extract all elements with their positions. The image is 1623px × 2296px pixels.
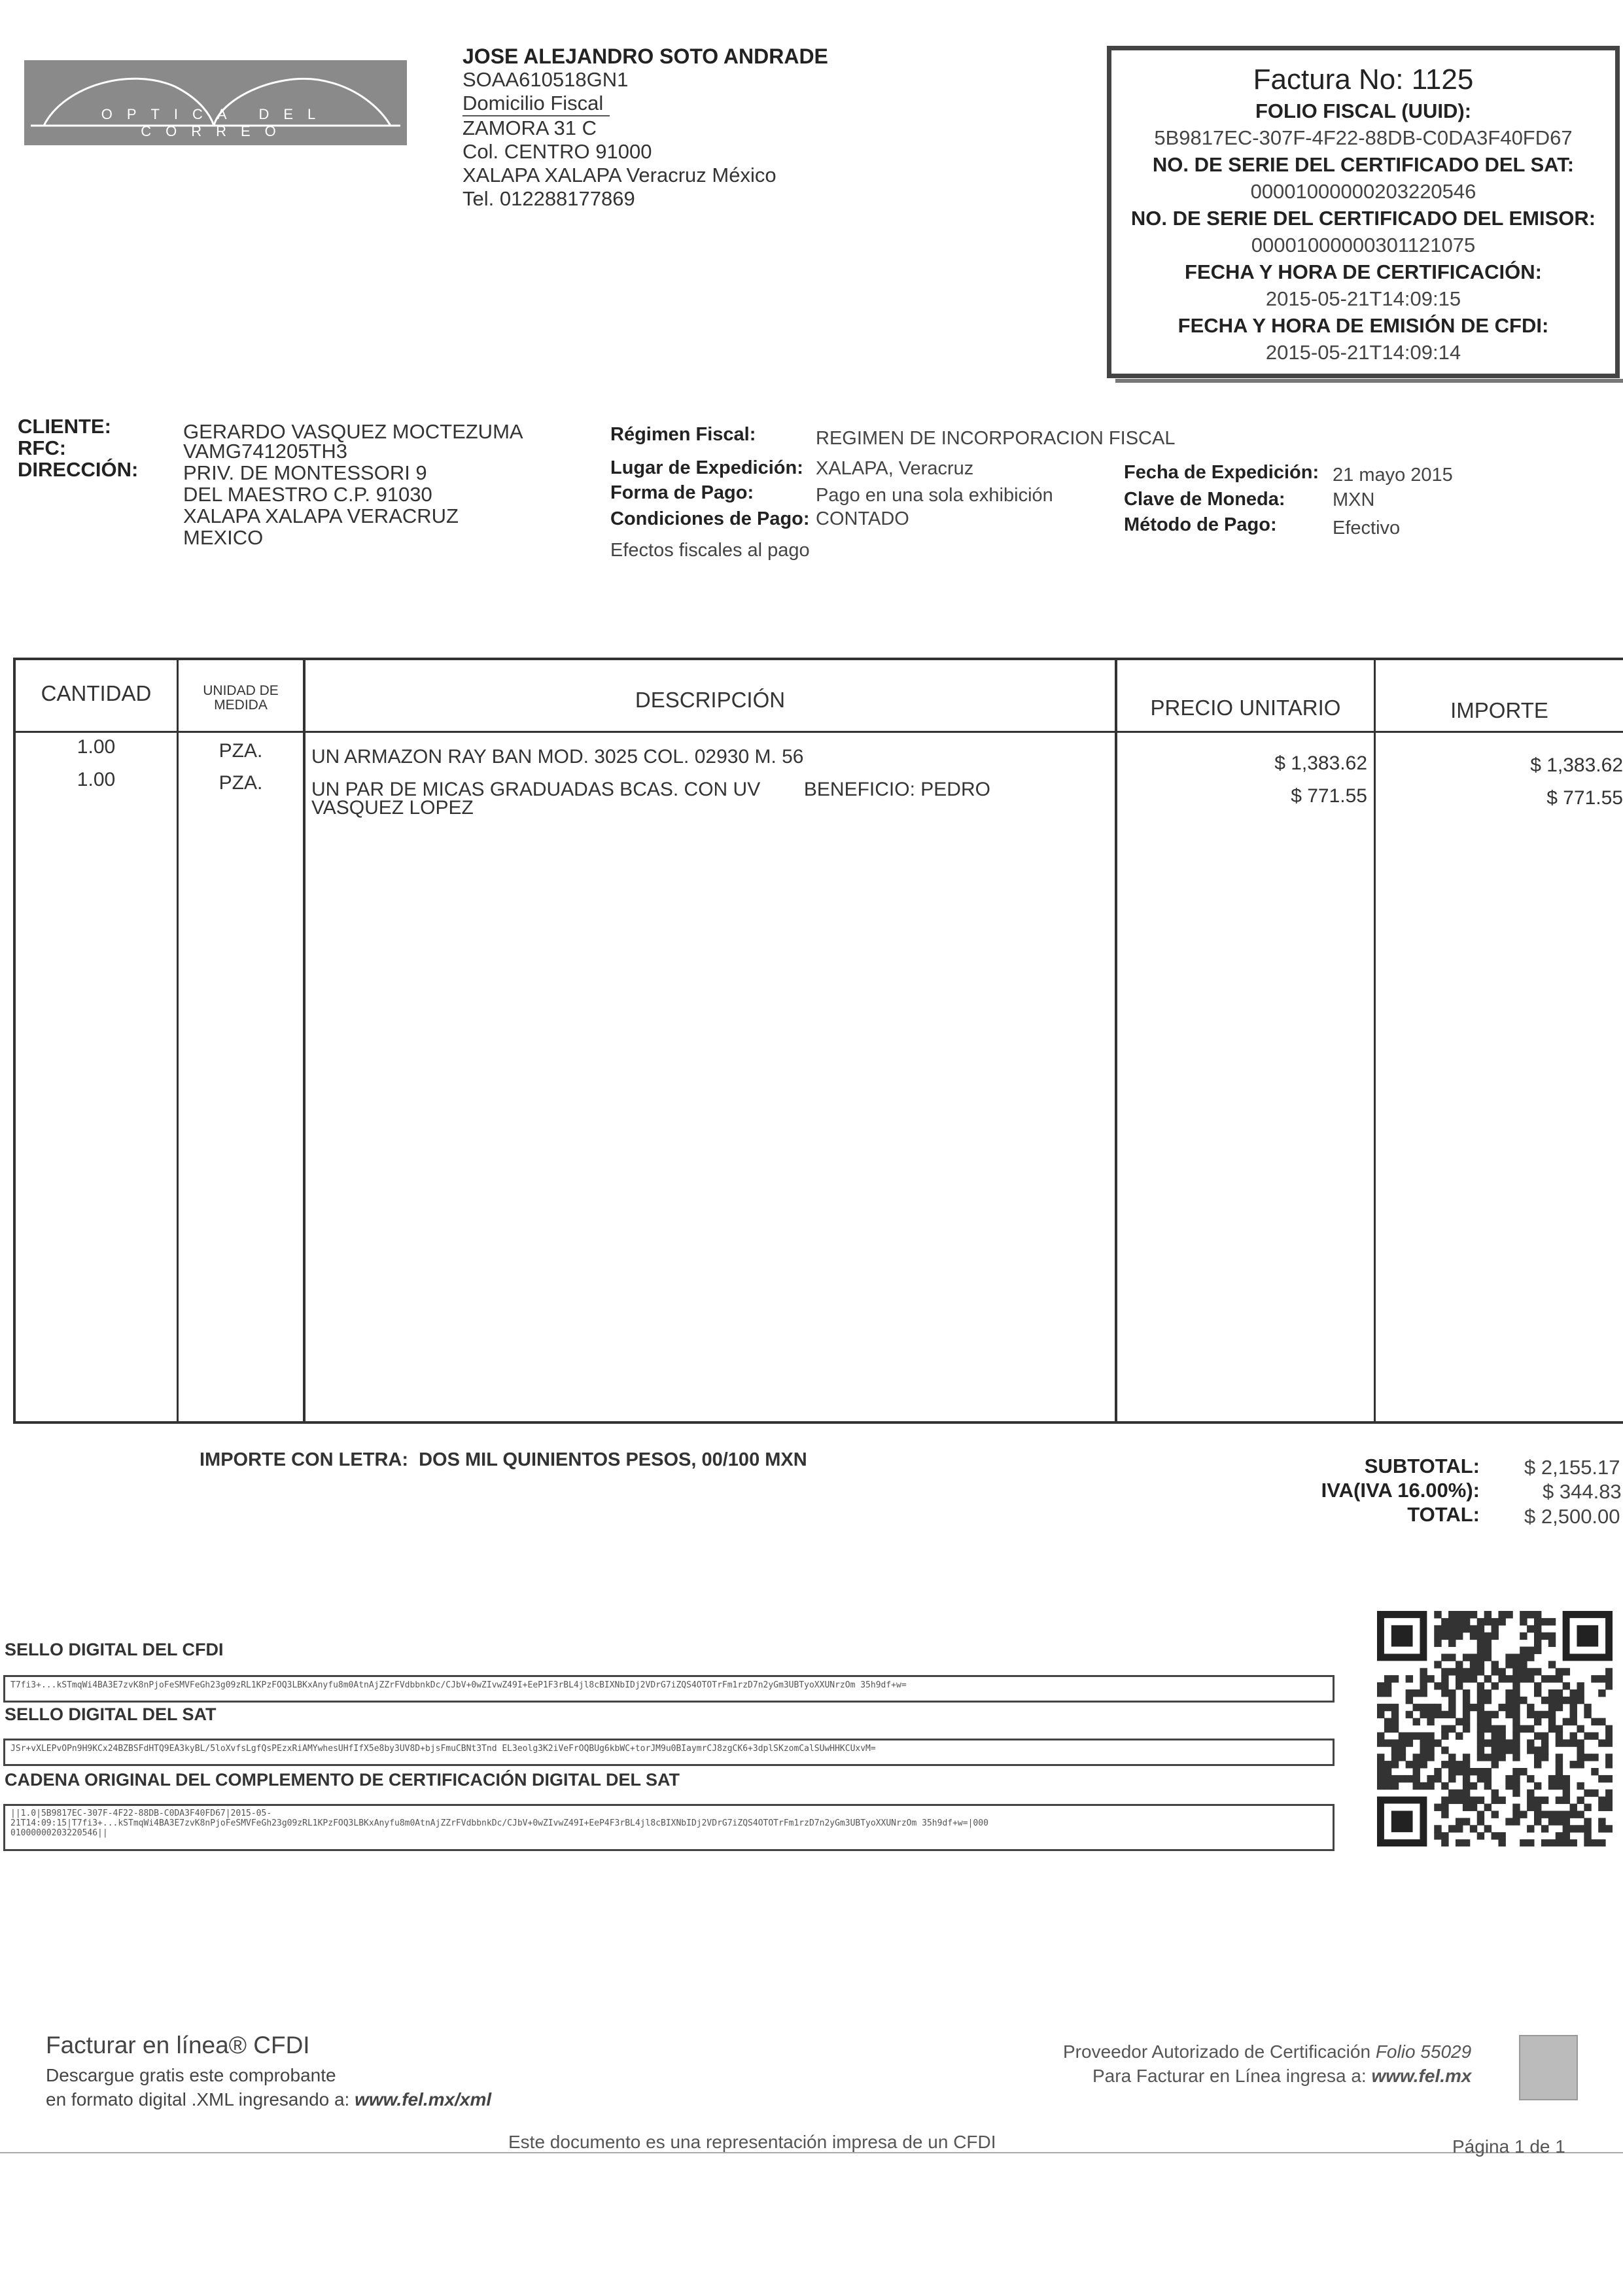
fiscal-info-box bbox=[1107, 46, 1620, 378]
condiciones-label: Condiciones de Pago: bbox=[610, 508, 810, 529]
direccion-label: DIRECCIÓN: bbox=[18, 458, 139, 481]
row-importe: $ 1,383.62 bbox=[1530, 754, 1623, 776]
issuer-block bbox=[462, 44, 828, 211]
footer-provider-folio: Folio 55029 bbox=[1375, 2041, 1472, 2062]
header-importe: IMPORTE bbox=[1450, 698, 1548, 722]
header-unidad-line1: UNIDAD DE bbox=[203, 683, 279, 698]
footer-provider-text: Proveedor Autorizado de Certificación bbox=[1063, 2041, 1376, 2062]
header-descripcion: DESCRIPCIÓN bbox=[635, 688, 786, 712]
box-shadow-line bbox=[1115, 379, 1623, 383]
company-logo bbox=[24, 60, 407, 145]
footer-desc-2 bbox=[46, 2089, 491, 2110]
footer-provider-line2-text: Para Facturar en Línea ingresa a: bbox=[1092, 2066, 1372, 2086]
cadena-line-3: 01000000203220546|| bbox=[10, 1828, 108, 1838]
footer-xml-link[interactable]: www.fel.mx/xml bbox=[355, 2089, 492, 2110]
footer-provider bbox=[1063, 2041, 1471, 2062]
footer-provider-2 bbox=[1092, 2066, 1471, 2087]
forma-label: Forma de Pago: bbox=[610, 482, 754, 503]
issuer-phone: Tel. 012288177869 bbox=[462, 187, 635, 210]
regimen-label: Régimen Fiscal: bbox=[610, 424, 756, 445]
qr-code-graphic bbox=[1377, 1611, 1613, 1846]
total-value: $ 2,500.00 bbox=[1524, 1505, 1620, 1528]
client-address-1: PRIV. DE MONTESSORI 9 bbox=[183, 461, 427, 484]
footer-pagina: Página 1 de 1 bbox=[1452, 2136, 1565, 2157]
client-name: GERARDO VASQUEZ MOCTEZUMA bbox=[183, 420, 523, 443]
subtotal-label: SUBTOTAL: bbox=[1364, 1455, 1480, 1477]
table-top-border bbox=[13, 658, 1623, 660]
cadena-original-box bbox=[3, 1804, 1335, 1851]
cadena-line-2: 21T14:09:15|T7fi3+...kSTmqWi4BA3E7zvK8nPjoFeSMVFeGh23g09zRL1KPzFOQ3LBKxAnyfu8m0AtnAjZZrFVdbbnkDc/CJbV+0wZIvwZ49I+EeP4F3rBL4jl8cBIXNbIDj2VDrG7iZQS4OTOTrFm1rzD7n2yGm3UBTyoXXUNrzOm 35h9df+w=|000 bbox=[10, 1818, 988, 1828]
client-address-4: MEXICO bbox=[183, 526, 264, 549]
subtotal-value: $ 2,155.17 bbox=[1524, 1456, 1620, 1479]
cert-emisor-label: NO. DE SERIE DEL CERTIFICADO DEL EMISOR: bbox=[1130, 207, 1596, 230]
fecha-expedicion-label: Fecha de Expedición: bbox=[1124, 462, 1319, 483]
footer-desc-2-text: en formato digital .XML ingresando a: bbox=[46, 2089, 355, 2110]
cert-sat-label: NO. DE SERIE DEL CERTIFICADO DEL SAT: bbox=[1152, 153, 1575, 176]
moneda-label: Clave de Moneda: bbox=[1124, 489, 1285, 510]
iva-label: IVA(IVA 16.00%): bbox=[1321, 1479, 1480, 1502]
fecha-emision-value: 2015-05-21T14:09:14 bbox=[1265, 341, 1461, 364]
sello-cfdi-value: T7fi3+...kSTmqWi4BA3E7zvK8nPjoFeSMVFeGh23g09zRL1KPzFOQ3LBKxAnyfu8m0AtnAjZZrFVdbbnkDc/CJbV+0wZIvwZ49I+EeP1F3rBL4jl8cBIXNbIDj2VDrG7iZQS4OTOTrFm1rzD7n2yGm3UBTyoXXUNrzOm 35h9df+w= bbox=[10, 1680, 907, 1690]
issuer-domicilio-label: Domicilio Fiscal bbox=[462, 92, 610, 116]
qr-code bbox=[1377, 1611, 1613, 1846]
row-precio: $ 1,383.62 bbox=[1274, 752, 1367, 774]
header-unidad bbox=[179, 684, 303, 713]
lugar-label: Lugar de Expedición: bbox=[610, 457, 803, 478]
folio-fiscal-label: FOLIO FISCAL (UUID): bbox=[1255, 99, 1472, 122]
row-descripcion: UN ARMAZON RAY BAN MOD. 3025 COL. 02930 M. 56 bbox=[311, 746, 804, 768]
fecha-certificacion-value: 2015-05-21T14:09:15 bbox=[1265, 287, 1461, 310]
forma-value: Pago en una sola exhibición bbox=[816, 485, 1053, 506]
folio-fiscal-value: 5B9817EC-307F-4F22-88DB-C0DA3F40FD67 bbox=[1154, 126, 1573, 149]
client-rfc: VAMG741205TH3 bbox=[183, 440, 347, 463]
sello-cfdi-title: SELLO DIGITAL DEL CFDI bbox=[5, 1640, 224, 1659]
cert-sat-value: 00001000000203220546 bbox=[1250, 180, 1476, 203]
items-table bbox=[13, 658, 1623, 1423]
regimen-value: REGIMEN DE INCORPORACION FISCAL bbox=[816, 428, 1176, 449]
cliente-label: CLIENTE: bbox=[18, 415, 111, 438]
metodo-label: Método de Pago: bbox=[1124, 514, 1277, 535]
row-precio: $ 771.55 bbox=[1291, 785, 1367, 807]
issuer-rfc: SOAA610518GN1 bbox=[462, 68, 629, 91]
sello-sat-title: SELLO DIGITAL DEL SAT bbox=[5, 1704, 217, 1724]
logo-text: OPTICA DEL CORREO bbox=[101, 106, 330, 139]
sello-sat-value: JSr+vXLEPvOPn9H9KCx24BZBSFdHTQ9EA3kyBL/5loXvfsLgfQsPEzxRiAMYwhesUHfIfX5e8by3UV8D+bjsFmuCBNt3Tnd EL3eolg3K2iVeFrOQBUg6kbWC+torJM9u0BIaymrCJ8zgCK6+3dplSKzomCalSUwHHKCUxvM= bbox=[10, 1744, 876, 1754]
sello-sat-box bbox=[3, 1739, 1335, 1766]
cadena-line-1: ||1.0|5B9817EC-307F-4F22-88DB-C0DA3F40FD67|2015-05- bbox=[10, 1809, 272, 1818]
lugar-value: XALAPA, Veracruz bbox=[816, 458, 974, 479]
fecha-emision-label: FECHA Y HORA DE EMISIÓN DE CFDI: bbox=[1178, 314, 1549, 337]
condiciones-value: CONTADO bbox=[816, 508, 909, 529]
issuer-name: JOSE ALEJANDRO SOTO ANDRADE bbox=[462, 44, 828, 68]
moneda-value: MXN bbox=[1333, 489, 1375, 510]
importe-con-letra: IMPORTE CON LETRA: DOS MIL QUINIENTOS PESOS, 00/100 MXN bbox=[200, 1449, 807, 1470]
row-unidad: PZA. bbox=[218, 740, 263, 762]
row-importe: $ 771.55 bbox=[1546, 787, 1623, 809]
col-divider-2 bbox=[303, 658, 305, 1424]
metodo-value: Efectivo bbox=[1333, 518, 1401, 539]
sello-cfdi-box bbox=[3, 1675, 1335, 1703]
row-cantidad: 1.00 bbox=[77, 769, 116, 790]
row-unidad: PZA. bbox=[218, 772, 263, 794]
invoice-number: Factura No: 1125 bbox=[1253, 63, 1474, 96]
rfc-label: RFC: bbox=[18, 436, 67, 459]
certification-seal-icon bbox=[1519, 2035, 1578, 2100]
row-descripcion: UN PAR DE MICAS GRADUADAS BCAS. CON UV BENEFICIO: PEDRO bbox=[311, 779, 990, 800]
cert-emisor-value: 00001000000301121075 bbox=[1251, 234, 1476, 256]
iva-value: $ 344.83 bbox=[1543, 1480, 1622, 1503]
row-cantidad: 1.00 bbox=[77, 736, 116, 758]
header-precio: PRECIO UNITARIO bbox=[1150, 696, 1341, 720]
fecha-certificacion-label: FECHA Y HORA DE CERTIFICACIÓN: bbox=[1185, 260, 1542, 283]
table-bottom-border bbox=[13, 1421, 1623, 1424]
footer-fel-link[interactable]: www.fel.mx bbox=[1371, 2066, 1472, 2086]
footer-brand: Facturar en línea® CFDI bbox=[46, 2032, 310, 2058]
table-header-border bbox=[13, 731, 1623, 733]
client-address-2: DEL MAESTRO C.P. 91030 bbox=[183, 483, 432, 506]
footer-representacion: Este documento es una representación impresa de un CFDI bbox=[508, 2132, 996, 2152]
total-label: TOTAL: bbox=[1407, 1503, 1480, 1526]
row-descripcion-cont: VASQUEZ LOPEZ bbox=[311, 797, 474, 819]
cadena-original-title: CADENA ORIGINAL DEL COMPLEMENTO DE CERTIFICACIÓN DIGITAL DEL SAT bbox=[5, 1770, 680, 1790]
client-address-3: XALAPA XALAPA VERACRUZ bbox=[183, 504, 459, 527]
efectos-fiscales: Efectos fiscales al pago bbox=[610, 540, 810, 561]
issuer-city: XALAPA XALAPA Veracruz México bbox=[462, 164, 777, 186]
issuer-street: ZAMORA 31 C bbox=[462, 116, 597, 139]
footer-desc-1: Descargue gratis este comprobante bbox=[46, 2065, 336, 2085]
issuer-colonia: Col. CENTRO 91000 bbox=[462, 140, 652, 163]
fecha-expedicion-value: 21 mayo 2015 bbox=[1333, 465, 1453, 486]
header-cantidad: CANTIDAD bbox=[41, 681, 152, 705]
header-unidad-line2: MEDIDA bbox=[214, 698, 268, 713]
